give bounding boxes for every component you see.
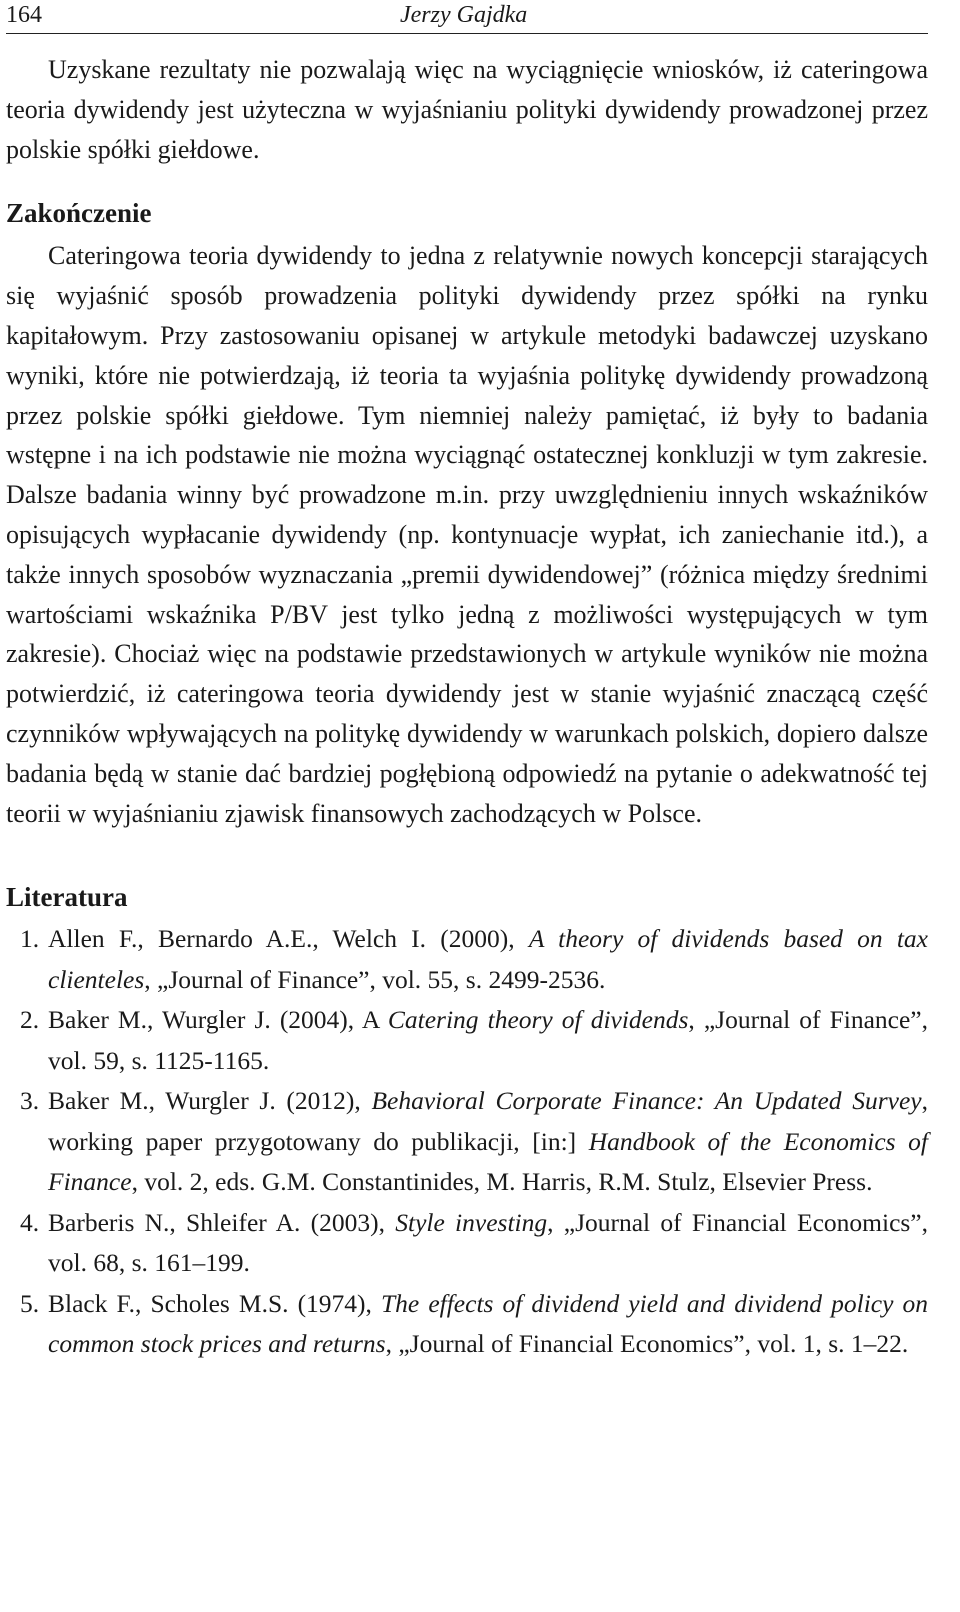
page-number: 164 [6,2,42,28]
reference-item-1 [6,919,928,1000]
reference-number: 5. [20,1288,40,1318]
reference-item-5 [6,1284,928,1365]
reference-item-3 [6,1081,928,1203]
page [6,0,928,1365]
reference-source: , „Journal of Financial Economics”, vol. 1, s. 1–22. [385,1329,909,1359]
reference-title: Catering theory of dividends [387,1005,689,1035]
reference-source: , „Journal of Financial Economics”, vol. 68, s. 161–199. [48,1207,928,1278]
reference-note: , working paper przygotowany do publikacji, [in:] [48,1086,928,1156]
reference-authors: Baker M., Wurgler J. (2004), A [48,1005,388,1035]
reference-number: 2. [20,1005,40,1035]
intro-paragraph: Uzyskane rezultaty nie pozwalają więc na wyciągnięcie wniosków, iż cateringowa teoria dywidendy jest użyteczna w wyjaśnianiu polityki dywidendy prowadzonej przez polskie spółki giełdowe. [6,55,928,164]
reference-number: 1. [20,924,40,954]
reference-authors: Black F., Scholes M.S. (1974), [48,1288,381,1318]
reference-source: , vol. 2, eds. G.M. Constantinides, M. Harris, R.M. Stulz, Elsevier Press. [131,1167,873,1197]
conclusion-heading: Zakończenie [6,198,152,229]
reference-item-4 [6,1203,928,1284]
reference-title: A theory of dividends based on tax clienteles [48,924,928,994]
reference-list [6,919,928,1365]
reference-source: , „Journal of Finance”, vol. 55, s. 2499-2536. [144,964,606,994]
reference-authors: Allen F., Bernardo A.E., Welch I. (2000), [48,924,529,954]
reference-title: The effects of dividend yield and dividend policy on common stock prices and returns [48,1288,928,1359]
reference-source: , „Journal of Finance”, vol. 59, s. 1125-1165. [48,1005,928,1075]
reference-number: 4. [20,1207,40,1237]
running-header-author: Jerzy Gajdka [400,2,528,28]
reference-title: Style investing [395,1207,548,1237]
reference-authors: Baker M., Wurgler J. (2012), [48,1086,372,1116]
running-header [6,0,928,34]
reference-number: 3. [20,1086,40,1116]
reference-book-title: Handbook of the Economics of Finance [48,1126,928,1197]
literature-heading: Literatura [6,882,128,913]
reference-title: Behavioral Corporate Finance: An Updated Survey [371,1086,922,1116]
reference-authors: Barberis N., Shleifer A. (2003), [48,1207,396,1237]
conclusion-paragraph: Cateringowa teoria dywidendy to jedna z relatywnie nowych koncepcji starających się wyjaśnić sposób prowadzenia polityki dywidendy przez spółki na rynku kapitałowym. Przy zastosowaniu opisanej w artykule metodyki badawczej uzyskano wyniki, które nie potwierdzają, iż teoria ta wyjaśnia politykę dywidendy prowadzoną przez polskie spółki giełdowe. Tym niemniej należy pamiętać, iż były to badania wstępne i na ich podstawie nie można wyciągnąć ostatecznej konkluzji w tym zakresie. Dalsze badania winny być prowadzone m.in. przy uwzględnieniu innych wskaźników opisujących wypłacanie dywidendy (np. kontynuacje wypłat, ich zaniechanie itd.), a także innych sposobów wyznaczania „premii dywidendowej” (różnica między średnimi wartościami wskaźnika P/BV jest tylko jedną z możliwości występujących w tym zakresie). Chociaż więc na podstawie przedstawionych w artykule wyników nie można potwierdzić, iż cateringowa teoria dywidendy jest w stanie wyjaśnić znaczącą część czynników wpływających na politykę dywidendy w warunkach polskich, dopiero dalsze badania będą w stanie dać bardziej pogłębioną odpowiedź na pytanie o adekwatność tej teorii w wyjaśnianiu zjawisk finansowych zachodzących w Polsce. [6,241,928,828]
reference-item-2 [6,1000,928,1081]
